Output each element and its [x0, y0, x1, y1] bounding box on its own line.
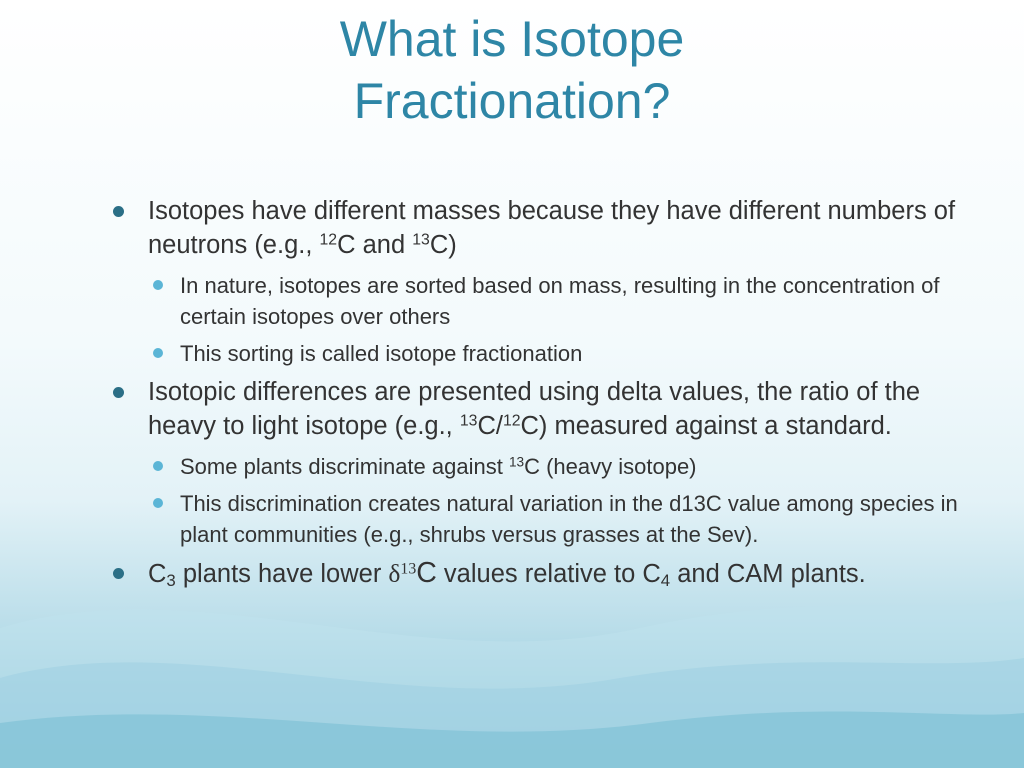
subbullet-natural-variation: This discrimination creates natural variation in the d13C value among species in plant communities (e.g., shrubs versus grasses at the Sev). — [110, 488, 960, 550]
bullet-dot-icon — [113, 568, 124, 579]
slide-title-line1: What is Isotope — [339, 11, 685, 67]
subbullet-plant-discrimination: Some plants discriminate against $^{13}$C (heavy isotope) — [110, 451, 960, 482]
bullet-c3-plants: $C_3$ plants have lower $\delta^{13}C$ values relative to $C_4$ and CAM plants. — [110, 556, 960, 591]
subbullet-dot-icon — [153, 348, 163, 358]
subbullet-dot-icon — [153, 461, 163, 471]
subbullet-dot-icon — [153, 498, 163, 508]
bullet-delta-values: Isotopic differences are presented using delta values, the ratio of the heavy to light isotope (e.g., $^{13}$C/$^{12}$C) measured against a standard. — [110, 375, 960, 443]
delta-symbol: δ — [388, 559, 401, 588]
subbullet-fractionation-definition: This sorting is called isotope fractionation — [110, 338, 960, 369]
bullet-dot-icon — [113, 206, 124, 217]
subbullet-dot-icon — [153, 280, 163, 290]
bullet-list — [110, 194, 960, 599]
slide-title-line2: Fractionation? — [353, 73, 671, 129]
bullet-dot-icon — [113, 387, 124, 398]
subbullet-isotope-sorting: In nature, isotopes are sorted based on mass, resulting in the concentration of certain isotopes over others — [110, 270, 960, 332]
slide-title — [150, 8, 874, 132]
bullet-isotope-masses: Isotopes have different masses because they have different numbers of neutrons (e.g., $^{12}$C and $^{13}$C) — [110, 194, 960, 262]
